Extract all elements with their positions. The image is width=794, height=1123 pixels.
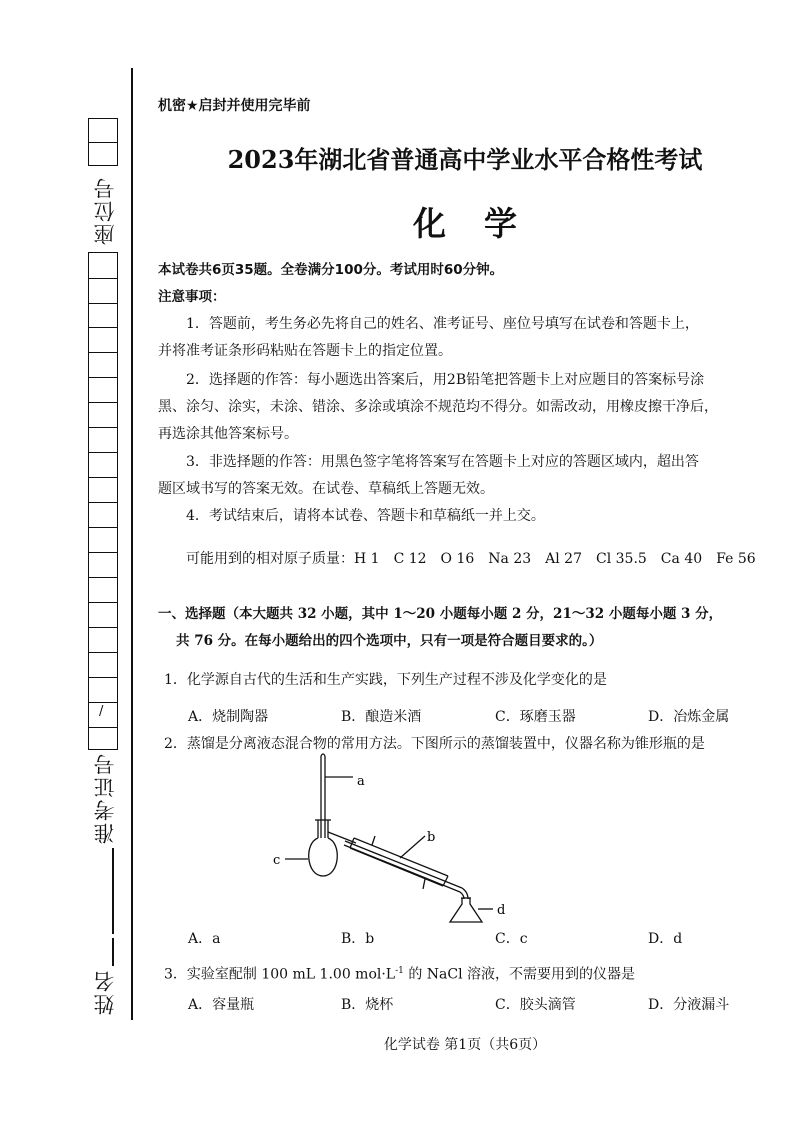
section-heading: 一、选择题（本大题共 32 小题，其中 1～20 小题每小题 2 分，21～32 小题每小题 3 分， (158, 606, 723, 622)
confidential-mark: 机密★启封并使用完毕前 (158, 98, 311, 114)
name-label: 姓名 (93, 969, 117, 1015)
section-heading: 共 76 分。在每小题给出的四个选项中，只有一项是符合题目要求的。） (176, 633, 603, 649)
option-d[interactable]: D．d (648, 931, 683, 947)
seat-number-boxes[interactable] (88, 118, 118, 166)
name-line[interactable] (112, 938, 114, 966)
notice-line: 4．考试结束后，请将本试卷、答题卡和草稿纸一并上交。 (186, 508, 545, 524)
option-d[interactable]: D．冶炼金属 (648, 709, 730, 725)
option-b[interactable]: B．酿造米酒 (341, 709, 422, 725)
distillation-apparatus-diagram (260, 752, 520, 932)
subject-title: 化学 (413, 204, 555, 243)
label-d: d (497, 903, 506, 918)
question-stem-prefix: 3．实验室配制 100 mL 1.00 mol·L (164, 966, 396, 983)
unit-exponent: -1 (395, 966, 404, 976)
notice-line: 题区域书写的答案无效。在试卷、草稿纸上答题无效。 (158, 481, 494, 497)
seat-number-label: 座位号 (93, 176, 117, 245)
notice-line: 2．选择题的作答：每小题选出答案后，用2B铅笔把答题卡上对应题目的答案标号涂 (186, 372, 705, 388)
notice-line: 1．答题前，考生务必先将自己的姓名、准考证号、座位号填写在试卷和答题卡上， (186, 316, 699, 332)
label-a: a (357, 774, 365, 789)
admission-number-label: 准考证号 (93, 752, 117, 844)
option-b[interactable]: B．b (341, 931, 375, 947)
page-footer: 化学试卷 第1页（共6页） (383, 1037, 547, 1053)
question-stem: 1．化学源自古代的生活和生产实践，下列生产过程不涉及化学变化的是 (164, 672, 607, 688)
option-c[interactable]: C．琢磨玉器 (495, 709, 576, 725)
option-a[interactable]: A．烧制陶器 (188, 709, 269, 725)
admission-number-line (112, 848, 114, 934)
binding-line (131, 68, 133, 1020)
option-c[interactable]: C．c (495, 931, 528, 947)
option-a[interactable]: A．a (188, 931, 221, 947)
question-stem-suffix: 的 NaCl 溶液，不需要用到的仪器是 (403, 966, 636, 983)
notice-line: 黑、涂匀、涂实，未涂、错涂、多涂或填涂不规范均不得分。如需改动，用橡皮擦干净后， (158, 399, 718, 415)
admission-number-boxes[interactable] (88, 252, 118, 750)
notice-line: 3．非选择题的作答：用黑色签字笔将答案写在答题卡上对应的答题区域内，超出答 (186, 454, 699, 470)
option-c[interactable]: C．胶头滴管 (495, 997, 576, 1013)
notice-heading: 注意事项： (158, 289, 226, 305)
question-stem: 2．蒸馏是分离液态混合物的常用方法。下图所示的蒸馏装置中，仪器名称为锥形瓶的是 (164, 736, 705, 752)
label-c: c (273, 853, 281, 868)
option-b[interactable]: B．烧杯 (341, 997, 394, 1013)
notice-line: 并将准考证条形码粘贴在答题卡上的指定位置。 (158, 343, 452, 359)
option-d[interactable]: D．分液漏斗 (648, 997, 730, 1013)
notice-line: 再选涂其他答案标号。 (158, 426, 298, 442)
question-stem (164, 958, 784, 989)
label-b: b (427, 830, 436, 845)
option-a[interactable]: A．容量瓶 (188, 997, 255, 1013)
exam-title: 2023年湖北省普通高中学业水平合格性考试 (227, 145, 703, 174)
atomic-mass-line: 可能用到的相对原子质量：H 1 C 12 O 16 Na 23 Al 27 Cl 35.5 Ca 40 Fe 56 (186, 551, 756, 567)
exam-summary: 本试卷共6页35题。全卷满分100分。考试用时60分钟。 (158, 262, 504, 278)
slash-mark: / (99, 704, 104, 719)
